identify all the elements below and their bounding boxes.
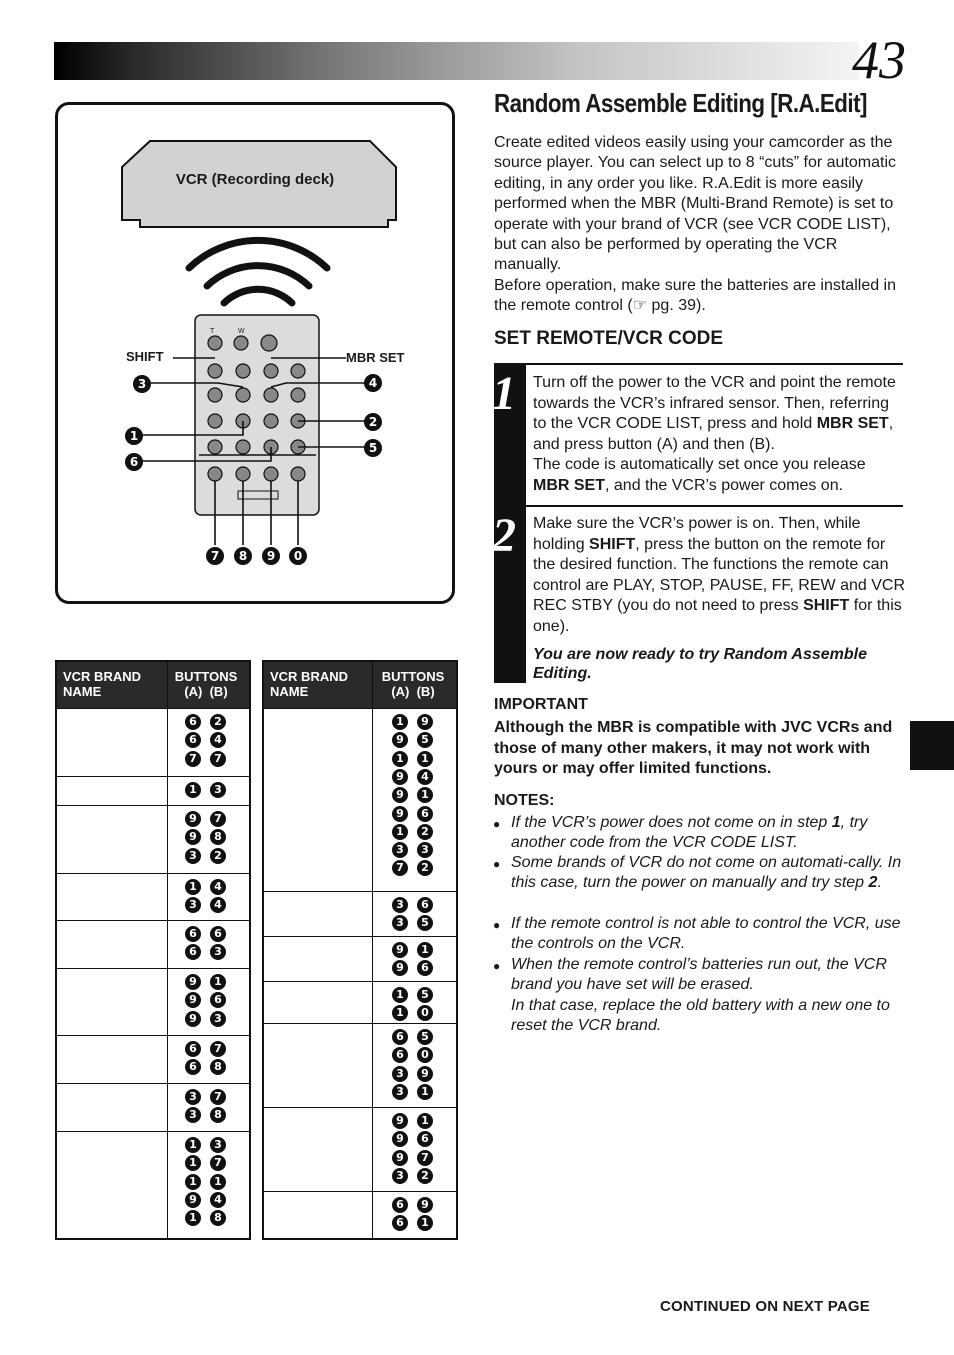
code-digit: 5 xyxy=(417,732,433,748)
note-4-part: In that case, replace the old battery with a new one to reset the VCR brand. xyxy=(511,996,890,1035)
code-digit: 2 xyxy=(210,714,226,730)
step-2-part: Make sure the VCR’s power is on. Then, while holding xyxy=(533,515,861,553)
code-digit: 3 xyxy=(392,1084,408,1100)
table-row xyxy=(264,708,456,709)
code-digit: 9 xyxy=(417,1066,433,1082)
step-ref: 2 xyxy=(868,874,878,892)
code-digit: 0 xyxy=(417,1047,433,1063)
callout-8: 8 xyxy=(234,547,252,565)
code-digit: 6 xyxy=(417,897,433,913)
step-2-number: 2 xyxy=(492,509,516,562)
code-digit: 3 xyxy=(185,848,201,864)
note-2-part: Some brands of VCR do not come on automati-cally. In this case, turn the power on manually and try step xyxy=(511,854,902,892)
table-row xyxy=(57,968,249,969)
code-digit: 9 xyxy=(185,992,201,1008)
code-digit: 1 xyxy=(417,1215,433,1231)
code-pair xyxy=(392,915,433,931)
table-row xyxy=(264,1023,456,1024)
code-digit: 8 xyxy=(210,829,226,845)
table-row xyxy=(57,1131,249,1132)
code-digit: 1 xyxy=(392,714,408,730)
intro-note-page: pg. 39). xyxy=(647,297,706,315)
code-digit: 9 xyxy=(185,1192,201,1208)
note-2 xyxy=(511,853,906,894)
callout-0: 0 xyxy=(289,547,307,565)
code-digit: 3 xyxy=(185,1089,201,1105)
code-pair xyxy=(185,879,226,895)
remote-t-label: T xyxy=(210,328,215,335)
callout-5: 5 xyxy=(364,439,382,457)
code-digit: 9 xyxy=(185,974,201,990)
mbr-set-term: MBR SET xyxy=(533,476,605,494)
code-digit: 1 xyxy=(417,942,433,958)
code-digit: 3 xyxy=(392,1168,408,1184)
code-pair xyxy=(185,974,226,990)
shift-term: SHIFT xyxy=(803,597,850,614)
code-pair xyxy=(392,806,433,822)
code-digit: 1 xyxy=(210,974,226,990)
code-digit: 3 xyxy=(210,1137,226,1153)
code-pair xyxy=(392,1131,433,1147)
code-digit: 6 xyxy=(392,1029,408,1045)
code-digit: 4 xyxy=(210,1192,226,1208)
code-digit: 3 xyxy=(210,944,226,960)
code-digit: 7 xyxy=(417,1150,433,1166)
code-digit: 6 xyxy=(185,732,201,748)
code-pair xyxy=(185,732,226,748)
code-digit: 6 xyxy=(392,1197,408,1213)
code-digit: 6 xyxy=(392,1047,408,1063)
code-digit: 7 xyxy=(392,860,408,876)
code-digit: 8 xyxy=(210,1210,226,1226)
step-2-part: for this one). xyxy=(533,597,902,635)
table-row xyxy=(57,776,249,777)
step-1-text xyxy=(533,373,905,496)
signal-waves xyxy=(189,240,327,303)
code-digit: 9 xyxy=(392,1150,408,1166)
code-pair xyxy=(185,1011,226,1027)
code-digit: 9 xyxy=(417,1197,433,1213)
code-pair xyxy=(185,926,226,942)
mbr-set-label: MBR SET xyxy=(346,350,405,365)
code-pair xyxy=(392,824,433,840)
intro-paragraph: Create edited videos easily using your camcorder as the source player. You can select up to 8 “cuts” for automatic editing, in any order you like. R.A.Edit is more easily performed when the MBR (Multi-Brand Remote) is set to operate with your brand of VCR (see VCR CODE LIST), but can also be performed by operating the VCR manually. xyxy=(494,134,896,274)
notes-heading: NOTES: xyxy=(494,792,555,809)
code-digit: 6 xyxy=(185,1041,201,1057)
code-digit: 6 xyxy=(417,806,433,822)
header-brand: VCR BRAND NAME xyxy=(270,669,348,699)
code-pair xyxy=(392,1029,433,1045)
table-row xyxy=(57,1083,249,1084)
table-row xyxy=(57,920,249,921)
code-pair xyxy=(392,860,433,876)
code-digit: 2 xyxy=(210,848,226,864)
code-digit: 4 xyxy=(210,732,226,748)
code-digit: 9 xyxy=(417,714,433,730)
code-digit: 9 xyxy=(392,942,408,958)
ready-message: You are now ready to try Random Assemble Editing. xyxy=(533,646,868,682)
shift-label: SHIFT xyxy=(126,349,164,364)
code-pair xyxy=(392,1168,433,1184)
code-pair xyxy=(392,1197,433,1213)
code-pair xyxy=(392,960,433,976)
code-digit: 7 xyxy=(210,811,226,827)
mbr-set-term: MBR SET xyxy=(816,415,889,432)
bullet-icon: ● xyxy=(493,959,501,973)
step-1-part: The code is automatically set once you release xyxy=(533,456,866,473)
remote-diagram xyxy=(55,102,455,604)
callout-7: 7 xyxy=(206,547,224,565)
code-pair xyxy=(185,1041,226,1057)
code-digit: 1 xyxy=(210,1174,226,1190)
header-buttons: BUTTONS xyxy=(381,669,445,684)
page-number: 43 xyxy=(852,30,906,90)
code-pair xyxy=(392,732,433,748)
code-digit: 3 xyxy=(392,915,408,931)
step-2-part: , press the button on the remote for the desired function. The functions the remote can control are PLAY, STOP, PAUSE, FF, REW and VCR REC STBY (you do not need to press xyxy=(533,535,905,614)
step-ref: 1 xyxy=(831,814,841,831)
callout-6: 6 xyxy=(125,453,143,471)
code-pair xyxy=(185,1174,226,1190)
code-digit: 4 xyxy=(210,879,226,895)
code-pair xyxy=(392,1215,433,1231)
note-4 xyxy=(511,955,906,1037)
code-digit: 1 xyxy=(185,1174,201,1190)
code-digit: 1 xyxy=(185,1155,201,1171)
page-title: Random Assemble Editing [R.A.Edit] xyxy=(494,88,867,118)
code-digit: 9 xyxy=(185,1011,201,1027)
code-digit: 7 xyxy=(210,1041,226,1057)
code-digit: 7 xyxy=(210,1155,226,1171)
code-digit: 1 xyxy=(392,1005,408,1021)
code-digit: 3 xyxy=(392,897,408,913)
code-digit: 8 xyxy=(210,1059,226,1075)
header-brand: VCR BRAND NAME xyxy=(63,669,141,699)
shift-term: SHIFT xyxy=(589,535,636,553)
note-4-part: When the remote control’s batteries run out, the VCR brand you have set will be erased. xyxy=(511,956,887,994)
code-pair xyxy=(392,714,433,730)
code-digit: 3 xyxy=(417,842,433,858)
code-digit: 3 xyxy=(392,1066,408,1082)
note-1-part: If the VCR’s power does not come on in step xyxy=(511,814,832,831)
code-digit: 1 xyxy=(185,1137,201,1153)
code-digit: 8 xyxy=(210,1107,226,1123)
code-pair xyxy=(185,811,226,827)
code-digit: 7 xyxy=(210,1089,226,1105)
step-1-part: , and the VCR’s power comes on. xyxy=(605,476,844,494)
code-pair xyxy=(392,842,433,858)
code-digit: 0 xyxy=(417,1005,433,1021)
table-header xyxy=(264,662,456,708)
code-digit: 6 xyxy=(185,944,201,960)
code-pair xyxy=(185,782,226,798)
note-2-part: . xyxy=(877,874,882,892)
code-digit: 9 xyxy=(392,806,408,822)
intro-note xyxy=(494,276,906,317)
header-ab: (A) (B) xyxy=(391,684,435,699)
header-buttons-cell xyxy=(169,669,243,699)
code-digit: 1 xyxy=(185,879,201,895)
code-digit: 3 xyxy=(185,897,201,913)
code-digit: 1 xyxy=(392,987,408,1003)
code-pair xyxy=(185,944,226,960)
code-digit: 6 xyxy=(185,926,201,942)
callout-3: 3 xyxy=(133,375,151,393)
code-pair xyxy=(392,1066,433,1082)
code-pair xyxy=(185,1155,226,1171)
code-pair xyxy=(185,1059,226,1075)
code-pair xyxy=(392,1113,433,1129)
vcr-code-table-right xyxy=(262,660,458,1240)
code-pair xyxy=(185,829,226,845)
code-digit: 4 xyxy=(417,769,433,785)
code-pair xyxy=(392,751,433,767)
code-pair xyxy=(392,897,433,913)
code-pair xyxy=(185,1107,226,1123)
important-heading: IMPORTANT xyxy=(494,696,588,713)
code-pair xyxy=(392,942,433,958)
code-digit: 3 xyxy=(185,1107,201,1123)
code-digit: 5 xyxy=(417,1029,433,1045)
section-heading: SET REMOTE/VCR CODE xyxy=(494,328,724,349)
code-pair xyxy=(185,751,226,767)
step-2-rule xyxy=(494,505,903,507)
code-digit: 6 xyxy=(417,960,433,976)
code-digit: 1 xyxy=(417,751,433,767)
code-digit: 9 xyxy=(392,787,408,803)
code-digit: 9 xyxy=(185,829,201,845)
header-buttons-cell xyxy=(376,669,450,699)
code-digit: 6 xyxy=(417,1131,433,1147)
code-digit: 9 xyxy=(392,1113,408,1129)
code-digit: 1 xyxy=(185,782,201,798)
code-digit: 2 xyxy=(417,1168,433,1184)
code-digit: 1 xyxy=(417,1113,433,1129)
step-1-part: , and press button (A) and then (B). xyxy=(533,415,894,453)
code-digit: 9 xyxy=(392,1131,408,1147)
step-1-number: 1 xyxy=(492,367,516,420)
section-tab xyxy=(910,721,954,770)
code-digit: 1 xyxy=(392,751,408,767)
bullet-icon: ● xyxy=(493,918,501,932)
table-row xyxy=(264,891,456,892)
code-pair xyxy=(392,1084,433,1100)
vcr-label: VCR (Recording deck) xyxy=(175,171,335,188)
vcr-code-table-left xyxy=(55,660,251,1240)
code-digit: 7 xyxy=(185,751,201,767)
callout-1: 1 xyxy=(125,427,143,445)
note-1 xyxy=(511,813,906,854)
header-ab: (A) (B) xyxy=(184,684,228,699)
code-pair xyxy=(392,987,433,1003)
code-digit: 9 xyxy=(392,960,408,976)
callout-4: 4 xyxy=(364,374,382,392)
table-row xyxy=(57,873,249,874)
code-digit: 6 xyxy=(210,926,226,942)
bullet-icon: ● xyxy=(493,817,501,831)
code-digit: 1 xyxy=(392,824,408,840)
table-row xyxy=(57,1035,249,1036)
code-digit: 5 xyxy=(417,915,433,931)
code-digit: 2 xyxy=(417,860,433,876)
code-digit: 6 xyxy=(185,714,201,730)
intro-note-text: Before operation, make sure the batteries are installed in the remote control ( xyxy=(494,277,897,315)
continued-label: CONTINUED ON NEXT PAGE xyxy=(660,1298,870,1315)
hand-pointer-icon: ☞ xyxy=(632,297,648,315)
code-pair xyxy=(185,714,226,730)
code-pair xyxy=(185,1192,226,1208)
code-digit: 6 xyxy=(210,992,226,1008)
table-row xyxy=(57,805,249,806)
code-pair xyxy=(185,848,226,864)
step-2-text xyxy=(533,514,905,637)
code-pair xyxy=(392,1150,433,1166)
column-divider xyxy=(167,662,168,1238)
important-text: Although the MBR is compatible with JVC VCRs and those of many other makers, it may not work with yours or may offer limited functions. xyxy=(494,719,893,777)
code-digit: 3 xyxy=(210,1011,226,1027)
code-pair xyxy=(185,1089,226,1105)
column-divider xyxy=(372,662,373,1238)
code-pair xyxy=(392,769,433,785)
table-row xyxy=(264,936,456,937)
table-header xyxy=(57,662,249,708)
code-pair xyxy=(185,897,226,913)
code-digit: 5 xyxy=(417,987,433,1003)
note-1-part: , try another code from the VCR CODE LIST. xyxy=(511,814,868,852)
callout-2: 2 xyxy=(364,413,382,431)
step-1-part: Turn off the power to the VCR and point the remote towards the VCR’s infrared sensor. Then, referring to the VCR CODE LIST, press and hold xyxy=(533,374,896,432)
code-digit: 9 xyxy=(185,811,201,827)
code-digit: 9 xyxy=(392,732,408,748)
table-row xyxy=(264,1107,456,1108)
callout-9: 9 xyxy=(262,547,280,565)
code-digit: 6 xyxy=(392,1215,408,1231)
table-row xyxy=(57,708,249,709)
header-gradient-bar xyxy=(54,42,859,80)
code-digit: 3 xyxy=(392,842,408,858)
bullet-icon: ● xyxy=(493,857,501,871)
code-digit: 1 xyxy=(417,787,433,803)
code-pair xyxy=(392,1005,433,1021)
step-1-rule xyxy=(494,363,903,365)
code-digit: 6 xyxy=(185,1059,201,1075)
note-3: If the remote control is not able to control the VCR, use the controls on the VCR. xyxy=(511,915,901,953)
header-buttons: BUTTONS xyxy=(174,669,238,684)
code-digit: 1 xyxy=(417,1084,433,1100)
code-pair xyxy=(185,1137,226,1153)
code-digit: 1 xyxy=(185,1210,201,1226)
code-digit: 9 xyxy=(392,769,408,785)
code-digit: 3 xyxy=(210,782,226,798)
code-digit: 4 xyxy=(210,897,226,913)
code-pair xyxy=(185,1210,226,1226)
code-digit: 2 xyxy=(417,824,433,840)
table-row xyxy=(264,1191,456,1192)
code-pair xyxy=(392,1047,433,1063)
code-pair xyxy=(185,992,226,1008)
code-digit: 7 xyxy=(210,751,226,767)
table-row xyxy=(264,981,456,982)
code-pair xyxy=(392,787,433,803)
remote-w-label: W xyxy=(238,328,245,335)
